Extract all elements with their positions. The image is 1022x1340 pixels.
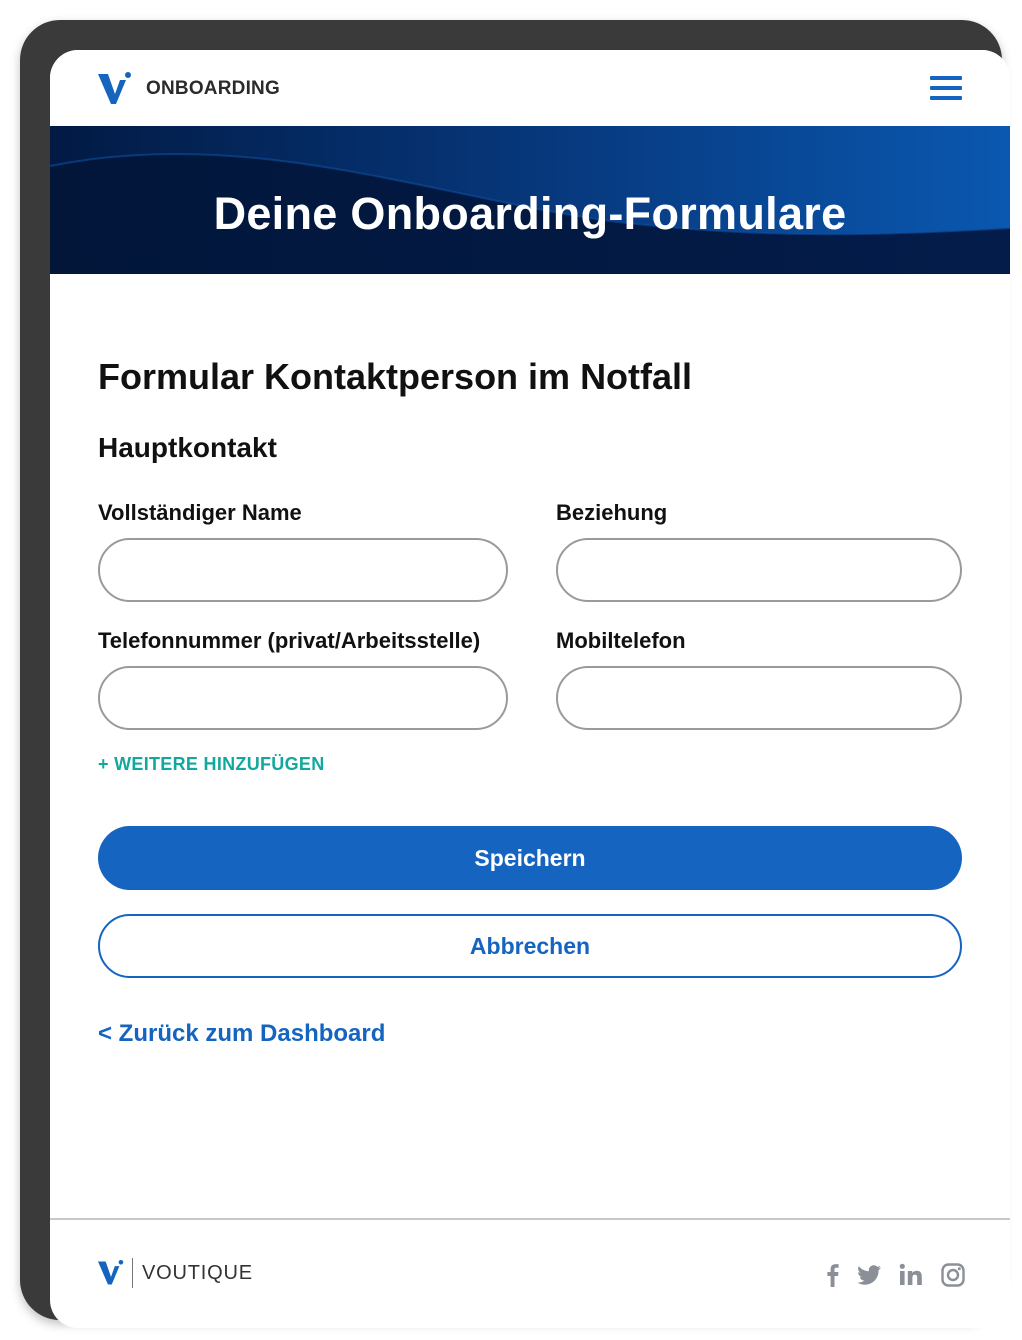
linkedin-icon[interactable] — [898, 1262, 924, 1288]
footer-divider — [50, 1218, 1010, 1220]
hero-banner — [50, 126, 1010, 274]
hero-title: Deine Onboarding-Formulare — [213, 188, 847, 239]
footer-separator — [132, 1258, 133, 1288]
add-more-link[interactable]: + WEITERE HINZUFÜGEN — [98, 754, 325, 774]
back-to-dashboard-link[interactable]: < Zurück zum Dashboard — [98, 1020, 386, 1047]
form-title: Formular Kontaktperson im Notfall — [98, 356, 693, 397]
menu-bar — [930, 96, 962, 100]
brand-label: ONBOARDING — [146, 78, 280, 99]
cancel-button[interactable]: Abbrechen — [98, 914, 962, 978]
app-screen — [50, 50, 1010, 1328]
phone-label: Telefonnummer (privat/Arbeitsstelle) — [98, 628, 481, 653]
mobile-label: Mobiltelefon — [556, 628, 686, 653]
full-name-input[interactable] — [98, 538, 508, 602]
footer-brand: VOUTIQUE — [142, 1262, 253, 1284]
instagram-icon[interactable] — [940, 1262, 966, 1288]
menu-bar — [930, 86, 962, 90]
save-button[interactable]: Speichern — [98, 826, 962, 890]
hamburger-menu-icon[interactable] — [930, 74, 962, 102]
device-frame — [20, 20, 1002, 1320]
menu-bar — [930, 76, 962, 80]
facebook-icon[interactable] — [820, 1262, 846, 1288]
section-title: Hauptkontakt — [98, 432, 277, 463]
relationship-input[interactable] — [556, 538, 962, 602]
twitter-icon[interactable] — [856, 1262, 882, 1288]
top-navigation-bar — [50, 50, 1010, 126]
relationship-label: Beziehung — [556, 500, 668, 525]
voutique-logo-icon[interactable] — [98, 72, 132, 106]
full-name-label: Vollständiger Name — [98, 500, 302, 525]
voutique-footer-logo-icon[interactable] — [98, 1260, 124, 1286]
mobile-input[interactable] — [556, 666, 962, 730]
phone-input[interactable] — [98, 666, 508, 730]
